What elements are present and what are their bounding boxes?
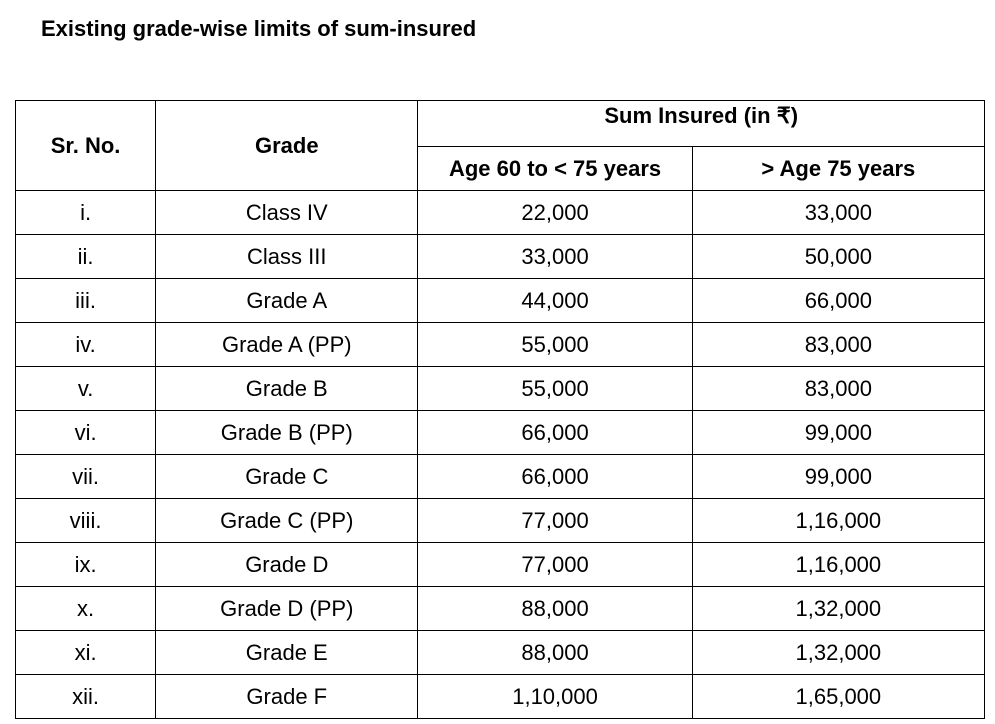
sr-no-cell: vii. bbox=[16, 455, 156, 499]
grade-cell: Grade A (PP) bbox=[156, 323, 418, 367]
age-75-plus-cell: 99,000 bbox=[692, 455, 984, 499]
grade-cell: Grade D (PP) bbox=[156, 587, 418, 631]
age-75-plus-cell: 33,000 bbox=[692, 191, 984, 235]
sr-no-cell: x. bbox=[16, 587, 156, 631]
sr-no-cell: v. bbox=[16, 367, 156, 411]
grade-cell: Class IV bbox=[156, 191, 418, 235]
table-row bbox=[16, 235, 985, 279]
age-75-plus-cell: 1,65,000 bbox=[692, 675, 984, 719]
age-75-plus-cell: 50,000 bbox=[692, 235, 984, 279]
grade-cell: Grade D bbox=[156, 543, 418, 587]
age-60-75-cell: 77,000 bbox=[418, 543, 692, 587]
sr-no-cell: iv. bbox=[16, 323, 156, 367]
sr-no-cell: xi. bbox=[16, 631, 156, 675]
sr-no-cell: viii. bbox=[16, 499, 156, 543]
age-60-75-cell: 88,000 bbox=[418, 587, 692, 631]
age-75-plus-cell: 99,000 bbox=[692, 411, 984, 455]
age-75-plus-cell: 83,000 bbox=[692, 323, 984, 367]
sr-no-cell: iii. bbox=[16, 279, 156, 323]
age-75-plus-cell: 1,16,000 bbox=[692, 543, 984, 587]
age-60-75-header: Age 60 to < 75 years bbox=[418, 147, 692, 191]
grade-cell: Grade C bbox=[156, 455, 418, 499]
table-row bbox=[16, 631, 985, 675]
grade-cell: Grade A bbox=[156, 279, 418, 323]
sum-insured-header: Sum Insured (in ₹) bbox=[418, 101, 985, 147]
grade-cell: Grade C (PP) bbox=[156, 499, 418, 543]
table-body bbox=[16, 191, 985, 719]
age-60-75-cell: 33,000 bbox=[418, 235, 692, 279]
sum-insured-table bbox=[15, 100, 985, 719]
sr-no-cell: vi. bbox=[16, 411, 156, 455]
table-row bbox=[16, 587, 985, 631]
age-75-plus-header: > Age 75 years bbox=[692, 147, 984, 191]
table-row bbox=[16, 455, 985, 499]
age-75-plus-cell: 1,32,000 bbox=[692, 587, 984, 631]
header-row bbox=[16, 101, 985, 147]
age-60-75-cell: 66,000 bbox=[418, 411, 692, 455]
age-75-plus-cell: 66,000 bbox=[692, 279, 984, 323]
grade-cell: Grade E bbox=[156, 631, 418, 675]
age-75-plus-cell: 1,32,000 bbox=[692, 631, 984, 675]
table-row bbox=[16, 367, 985, 411]
sr-no-cell: xii. bbox=[16, 675, 156, 719]
sr-no-cell: i. bbox=[16, 191, 156, 235]
age-75-plus-cell: 1,16,000 bbox=[692, 499, 984, 543]
table-row bbox=[16, 499, 985, 543]
grade-cell: Grade F bbox=[156, 675, 418, 719]
sr-no-header: Sr. No. bbox=[16, 101, 156, 191]
age-60-75-cell: 44,000 bbox=[418, 279, 692, 323]
age-60-75-cell: 88,000 bbox=[418, 631, 692, 675]
grade-header: Grade bbox=[156, 101, 418, 191]
grade-cell: Grade B (PP) bbox=[156, 411, 418, 455]
age-60-75-cell: 22,000 bbox=[418, 191, 692, 235]
sr-no-cell: ii. bbox=[16, 235, 156, 279]
table-row bbox=[16, 279, 985, 323]
table-row bbox=[16, 411, 985, 455]
table-row bbox=[16, 543, 985, 587]
table-row bbox=[16, 323, 985, 367]
age-60-75-cell: 1,10,000 bbox=[418, 675, 692, 719]
age-60-75-cell: 77,000 bbox=[418, 499, 692, 543]
page-title: Existing grade-wise limits of sum-insured bbox=[41, 16, 477, 41]
table-row bbox=[16, 675, 985, 719]
age-60-75-cell: 55,000 bbox=[418, 323, 692, 367]
grade-cell: Grade B bbox=[156, 367, 418, 411]
age-75-plus-cell: 83,000 bbox=[692, 367, 984, 411]
sr-no-cell: ix. bbox=[16, 543, 156, 587]
age-60-75-cell: 66,000 bbox=[418, 455, 692, 499]
table-row bbox=[16, 191, 985, 235]
age-60-75-cell: 55,000 bbox=[418, 367, 692, 411]
grade-cell: Class III bbox=[156, 235, 418, 279]
